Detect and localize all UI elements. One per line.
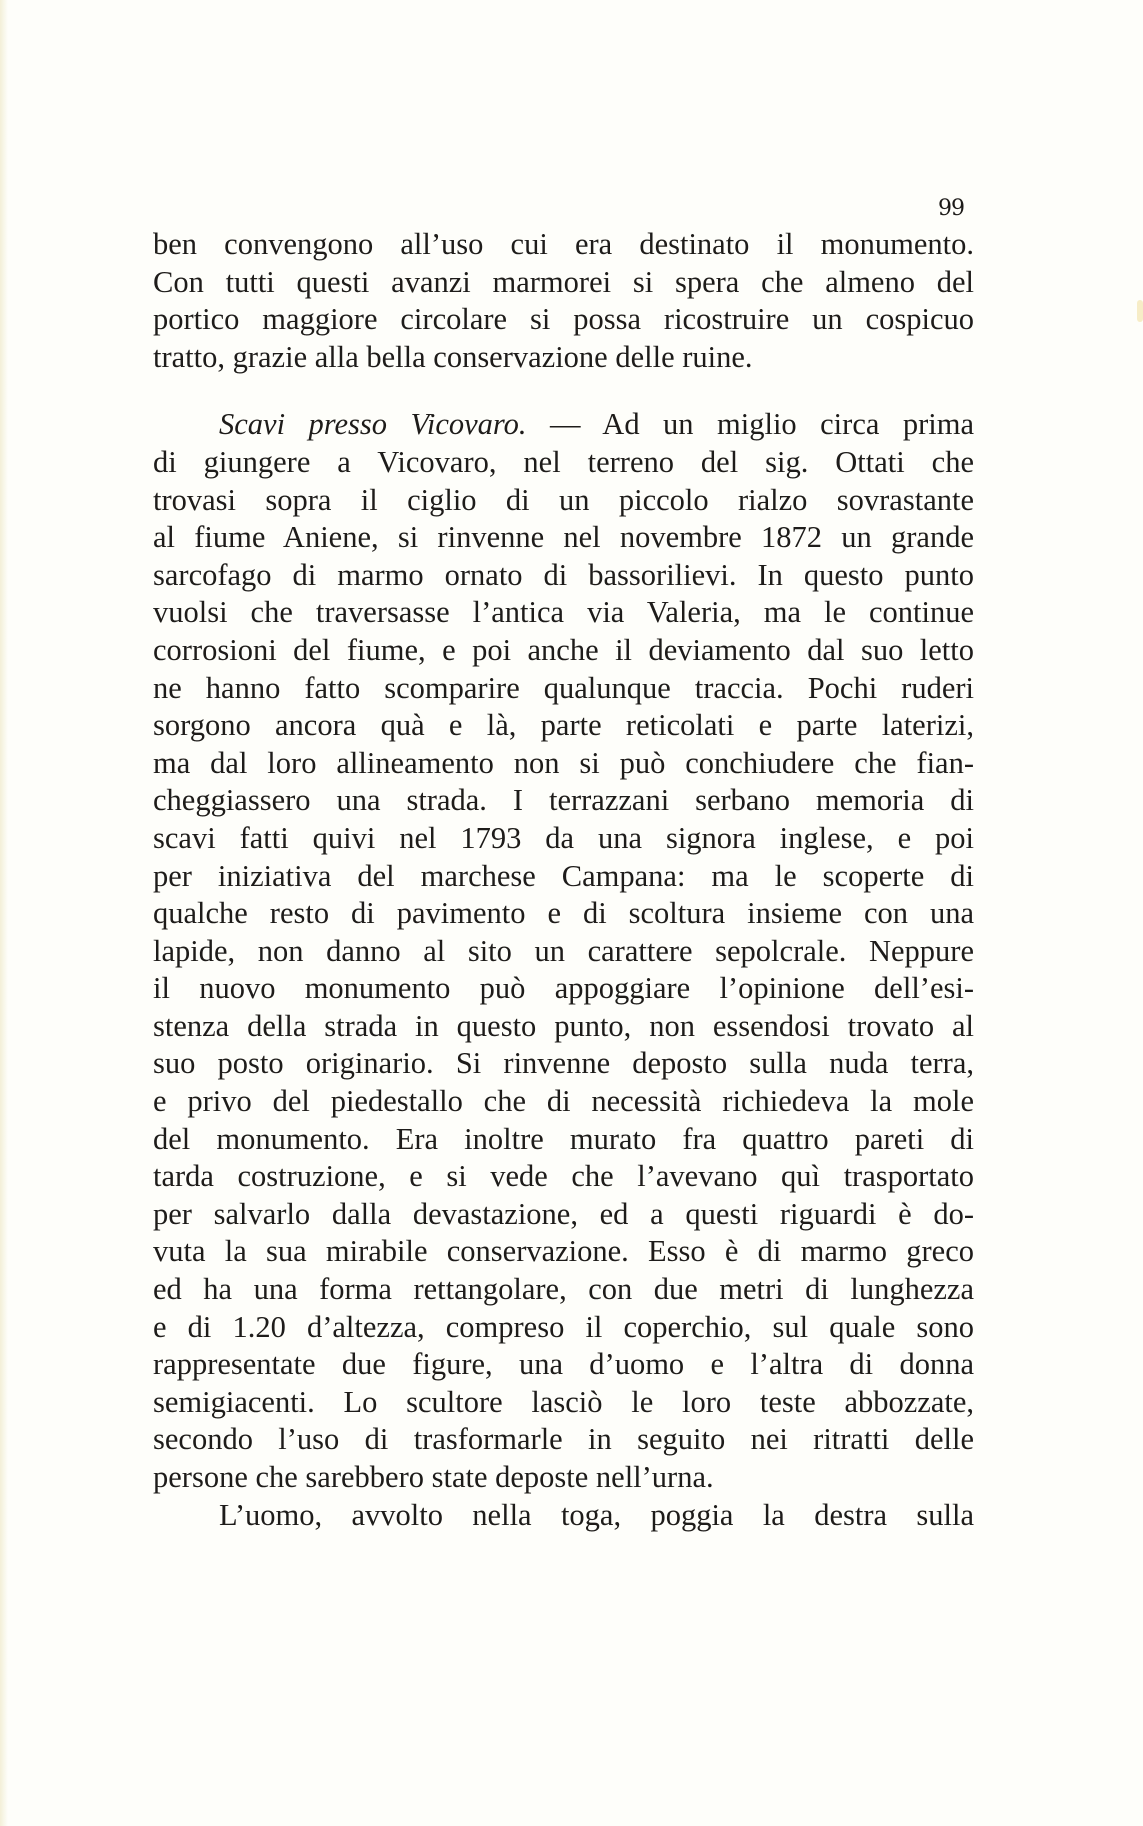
section-heading-line bbox=[153, 406, 974, 444]
text-line: scavi fatti quivi nel 1793 da una signora inglese, e poi bbox=[153, 820, 974, 855]
text-line: per salvarlo dalla devastazione, ed a questi riguardi è do- bbox=[153, 1196, 974, 1231]
text-line: del monumento. Era inoltre murato fra quattro pareti di bbox=[153, 1121, 974, 1156]
text-line: vuta la sua mirabile conservazione. Esso è di marmo greco bbox=[153, 1234, 974, 1269]
text-line: stenza della strada in questo punto, non essendosi trovato al bbox=[153, 1008, 974, 1043]
text-line: per iniziativa del marchese Campana: ma le scoperte di bbox=[153, 858, 974, 893]
text-line: semigiacenti. Lo scultore lasciò le loro teste abbozzate, bbox=[153, 1384, 974, 1419]
text-line: Con tutti questi avanzi marmorei si spera che almeno del bbox=[153, 264, 974, 299]
text-line: rappresentate due figure, una d’uomo e l’altra di donna bbox=[153, 1347, 974, 1382]
paragraph-2 bbox=[153, 406, 974, 1496]
text-line: ne hanno fatto scomparire qualunque traccia. Pochi ruderi bbox=[153, 670, 974, 705]
text-line: al fiume Aniene, si rinvenne nel novembre 1872 un grande bbox=[153, 520, 974, 555]
text-line: qualche resto di pavimento e di scoltura insieme con una bbox=[153, 896, 974, 931]
text-line: tarda costruzione, e si vede che l’avevano quì trasportato bbox=[153, 1159, 974, 1194]
text-line: portico maggiore circolare si possa ricostruire un cospicuo bbox=[153, 302, 974, 337]
text-line: persone che sarebbero state deposte nell’urna. bbox=[153, 1460, 714, 1494]
page-number: 99 bbox=[938, 196, 964, 221]
text-line: di giungere a Vicovaro, nel terreno del sig. Ottati che bbox=[153, 444, 974, 479]
paragraph-gap bbox=[153, 376, 974, 406]
text-line: L’uomo, avvolto nella toga, poggia la destra sulla bbox=[219, 1497, 974, 1532]
text-line: ed ha una forma rettangolare, con due metri di lunghezza bbox=[153, 1272, 974, 1307]
text-line: sarcofago di marmo ornato di bassorilievi. In questo punto bbox=[153, 557, 974, 592]
text-line: corrosioni del fiume, e poi anche il deviamento dal suo letto bbox=[153, 632, 974, 667]
text-line: il nuovo monumento può appoggiare l’opinione dell’esi- bbox=[153, 971, 974, 1006]
paragraph-1 bbox=[153, 226, 974, 376]
text-line: suo posto originario. Si rinvenne deposto sulla nuda terra, bbox=[153, 1046, 974, 1081]
page-edge-shadow bbox=[0, 0, 8, 1826]
text-line: trovasi sopra il ciglio di un piccolo rialzo sovrastante bbox=[153, 482, 974, 517]
paragraph-3 bbox=[153, 1497, 974, 1535]
text-line: lapide, non danno al sito un carattere sepolcrale. Neppure bbox=[153, 933, 974, 968]
text-line: cheggiassero una strada. I terrazzani serbano memoria di bbox=[153, 783, 974, 818]
text-line: sorgono ancora quà e là, parte reticolati e parte laterizi, bbox=[153, 708, 974, 743]
text-line: e di 1.20 d’altezza, compreso il coperchio, sul quale sono bbox=[153, 1309, 974, 1344]
text-line: ben convengono all’uso cui era destinato il monumento. bbox=[153, 227, 974, 261]
text-line: e privo del piedestallo che di necessità richiedeva la mole bbox=[153, 1084, 974, 1119]
text-line: tratto, grazie alla bella conservazione delle ruine. bbox=[153, 339, 753, 374]
body-text bbox=[153, 226, 974, 1534]
text-line: secondo l’uso di trasformarle in seguito nei ritratti delle bbox=[153, 1422, 974, 1457]
text-line: ma dal loro allineamento non si può conchiudere che fian- bbox=[153, 745, 974, 780]
section-heading: Scavi presso Vicovaro. bbox=[219, 407, 527, 442]
heading-continuation: — Ad un miglio circa prima bbox=[526, 407, 975, 442]
paper-stain bbox=[1137, 300, 1143, 322]
text-line: vuolsi che traversasse l’antica via Valeria, ma le continue bbox=[153, 595, 974, 630]
